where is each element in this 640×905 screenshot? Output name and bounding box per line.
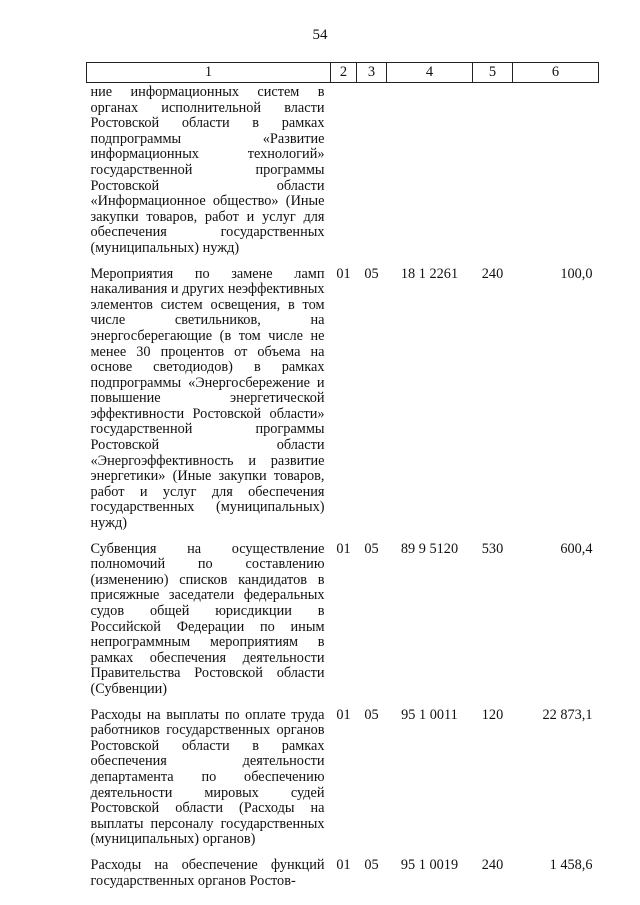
row-subsection: 05 [364,265,379,282]
row-expense-type: 240 [481,856,504,873]
row-name: Мероприятия по замене ламп накаливания и других неэффективных элементов систем освещения, в том числе светильников, на энергосберегающие (в том числе не менее 30 процентов от объема на основе светодиодов) в рамках подпрограммы «Энергосбережение и повышение энергетической эффективности Ростовской области» государственной программы Ростовской области «Энергоэффективность и развитие энергетики» (Иные закупки товаров, работ и услуг для обеспечения государственных (муниципальных) нужд) [90,265,325,532]
table-row [87,265,599,540]
header-col-3: 3 [357,63,387,83]
row-section [331,83,357,265]
row-target-code: 95 1 0011 [401,706,458,723]
row-section: 01 [336,540,351,557]
row-amount: 600,4 [560,540,593,557]
row-expense-type [473,83,513,265]
table-row [87,83,599,265]
row-section: 01 [336,856,351,873]
row-expense-type: 240 [481,265,504,282]
header-col-5: 5 [473,63,513,83]
row-name: Расходы на выплаты по оплате труда работников государственных органов Ростовской области в рамках обеспечения деятельности департамента по обеспечению деятельности мировых судей Ростовской области (Расходы на выплаты персоналу государственных (муниципальных) органов) [90,706,325,848]
row-target-code: 18 1 2261 [400,265,459,282]
row-amount [513,83,599,265]
row-amount: 22 873,1 [542,706,593,723]
row-expense-type: 530 [481,540,504,557]
page-number: 54 [312,27,328,43]
row-subsection: 05 [364,540,379,557]
header-col-1: 1 [87,63,331,83]
row-target-code [387,83,473,265]
header-row [87,63,599,83]
row-target-code: 95 1 0019 [400,856,459,873]
row-subsection [357,83,387,265]
header-col-4: 4 [387,63,473,83]
row-amount: 1 458,6 [549,856,593,873]
table-row [87,706,599,856]
row-subsection: 05 [364,706,379,723]
row-subsection: 05 [364,856,379,873]
row-section: 01 [336,265,351,282]
table-row [87,856,599,897]
row-name: Субвенция на осуществление полномочий по составлению (изменению) списков кандидатов в присяжные заседатели федеральных судов общей юрисдикции в Российской Федерации по иным непрограммным мероприятиям в рамках обеспечения деятельности Правительства Ростовской области (Субвенции) [90,540,325,697]
row-amount: 100,0 [560,265,593,282]
table-row [87,540,599,706]
header-col-6: 6 [513,63,599,83]
header-col-2: 2 [331,63,357,83]
row-section: 01 [336,706,351,723]
row-expense-type: 120 [481,706,504,723]
row-name: Расходы на обеспечение функций государственных органов Ростов- [90,856,325,889]
row-name: ние информационных систем в органах исполнительной власти Ростовской области в рамках подпрограммы «Развитие информационных технологий» государственной программы Ростовской области «Информационное общество» (Иные закупки товаров, работ и услуг для обеспечения государственных (муниципальных) нужд) [90,84,325,256]
row-target-code: 89 9 5120 [400,540,459,557]
budget-table [86,62,599,897]
